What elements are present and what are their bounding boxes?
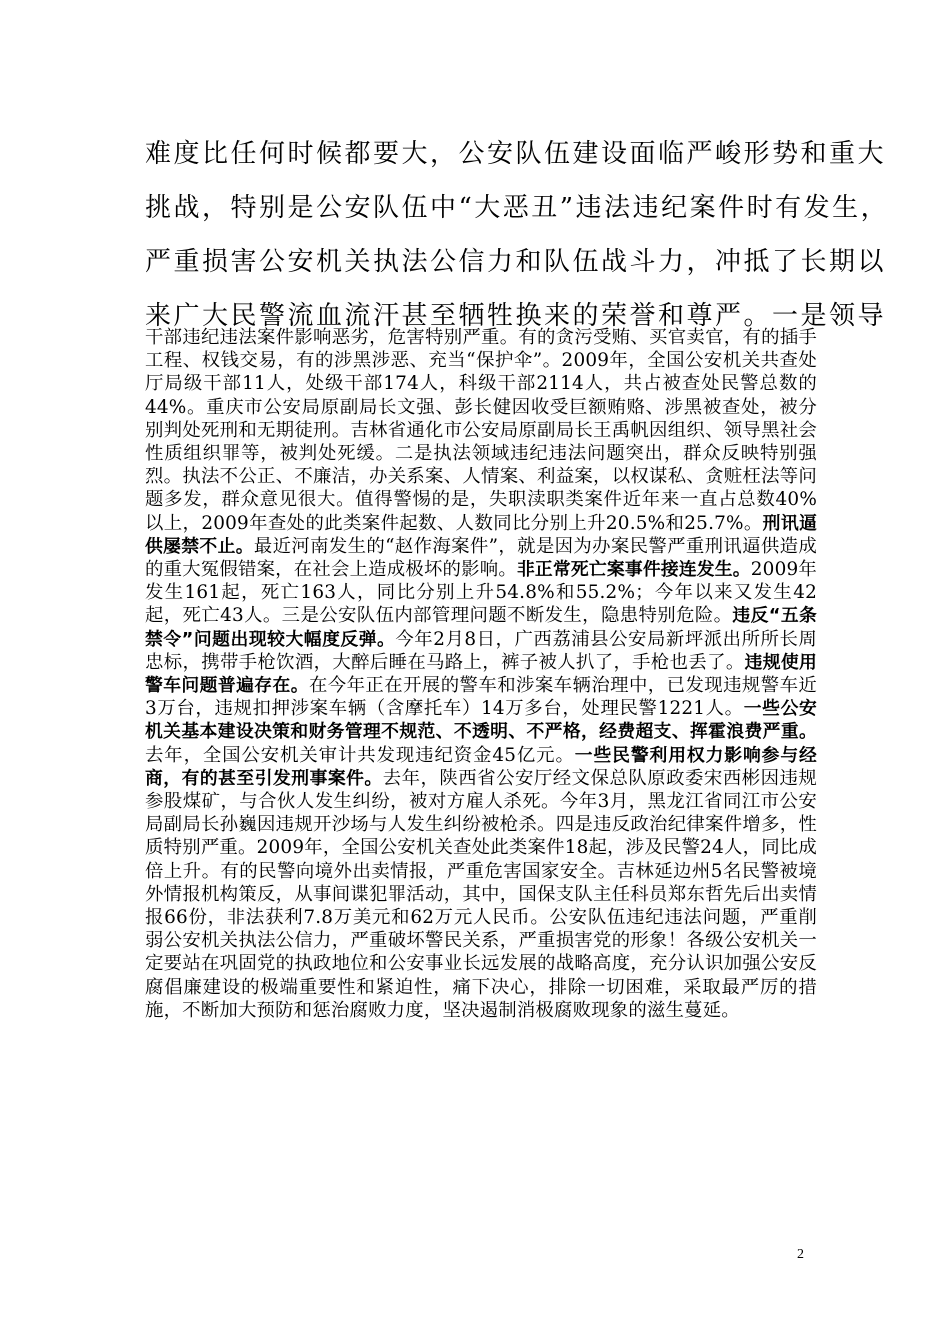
body-text: 去年，陕西省公安厅经文保总队原政委宋西彬因违规参股煤矿，与合伙人发生纠纷，被对方雇人杀死。今年3月，黑龙江省同江市公安局副局长孙巍因违规开沙场与人发生纠纷被枪杀。四是违反政治纪律案件增多，性质特别严重。2009年，全国公安机关查处此类案件18起，涉及民警24人，同比成倍上升。有的民警向境外出卖情报，严重危害国家安全。吉林延边州5名民警被境外情报机构策反，从事间谍犯罪活动，其中，国保支队主任科员郑东哲先后出卖情报66份，非法获利7.8万美元和62万元人民币。公安队伍违纪违法问题，严重削弱公安机关执法公信力，严重破坏警民关系，严重损害党的形象！各级公安机关一定要站在巩固党的执政地位和公安事业长远发展的战略高度，充分认识加强公安反腐倡廉建设的极端重要性和紧迫性，痛下决心，排除一切困难，采取最严厉的措施，不断加大预防和惩治腐败力度，坚决遏制消极腐败现象的滋生蔓延。: [145, 767, 818, 1021]
text-line: 严重损害公安机关执法公信力和队伍战斗力，冲抵了长期以: [145, 247, 887, 277]
intro-paragraph: [145, 127, 890, 343]
bold-heading: 刑讯逼供屡禁不止。: [145, 512, 817, 557]
page-number: 2: [797, 1247, 804, 1262]
bold-heading: 一些公安机关基本建设决策和财务管理不规范、不透明、不严格，经费超支、挥霍浪费严重。: [145, 698, 817, 743]
text-line: 难度比任何时候都要大，公安队伍建设面临严峻形势和重大: [145, 139, 887, 169]
bold-heading: 违反“五条禁令”问题出现较大幅度反弹。: [145, 605, 817, 650]
body-text: 干部违纪违法案件影响恶劣，危害特别严重。有的贪污受贿、买官卖官，有的插手工程、权钱交易，有的涉黑涉恶、充当“保护伞”。2009年，全国公安机关共查处厅局级干部11人，处级干部174人，科级干部2114人，共占被查处民警总数的44%。重庆市公安局原副局长文强、彭长健因收受巨额贿赂、涉黑被查处，被分别判处死刑和无期徒刑。吉林省通化市公安局原副局长王禹帆因组织、领导黑社会性质组织罪等，被判处死缓。二是执法领域违纪违法问题突出，群众反映特别强烈。执法不公正、不廉洁，办关系案、人情案、利益案，以权谋私、贪赃枉法等问题多发，群众意见很大。值得警惕的是，失职渎职类案件近年来一直占总数40%以上，2009年查处的此类案件起数、人数同比分别上升20.5%和25.7%。: [145, 327, 817, 534]
body-paragraph: [145, 326, 817, 1022]
body-text: 最近河南发生的“赵作海案件”，就是因为办案民警严重刑讯逼供造成的重大冤假错案，在社会上造成极坏的影响。: [145, 535, 817, 581]
body-text: 去年，全国公安机关审计共发现违纪资金45亿元。: [145, 744, 575, 766]
body-text: 今年2月8日，广西荔浦县公安局新坪派出所所长周忠标，携带手枪饮酒，大醉后睡在马路上，裤子被人扒了，手枪也丢了。: [145, 628, 817, 673]
text-line: 来广大民警流血流汗甚至牺牲换来的荣誉和尊严。一是领导: [145, 301, 887, 331]
bold-heading: 一些民警利用权力影响参与经商，有的甚至引发刑事案件。: [145, 744, 817, 789]
body-text: 2009年发生161起，死亡163人，同比分别上升54.8%和55.2%；今年以来又发生42起，死亡43人。三是公安队伍内部管理问题不断发生，隐患特别危险。: [145, 559, 817, 627]
bold-heading: 非正常死亡案事件接连发生。: [516, 559, 751, 581]
body-text: 在今年正在开展的警车和涉案车辆治理中，已发现违规警车近3万台，违规扣押涉案车辆（含摩托车）14万多台，处理民警1221人。: [145, 675, 817, 720]
text-line: 挑战，特别是公安队伍中“大恶丑”违法违纪案件时有发生，: [145, 193, 890, 223]
bold-heading: 违规使用警车问题普遍存在。: [145, 651, 817, 697]
